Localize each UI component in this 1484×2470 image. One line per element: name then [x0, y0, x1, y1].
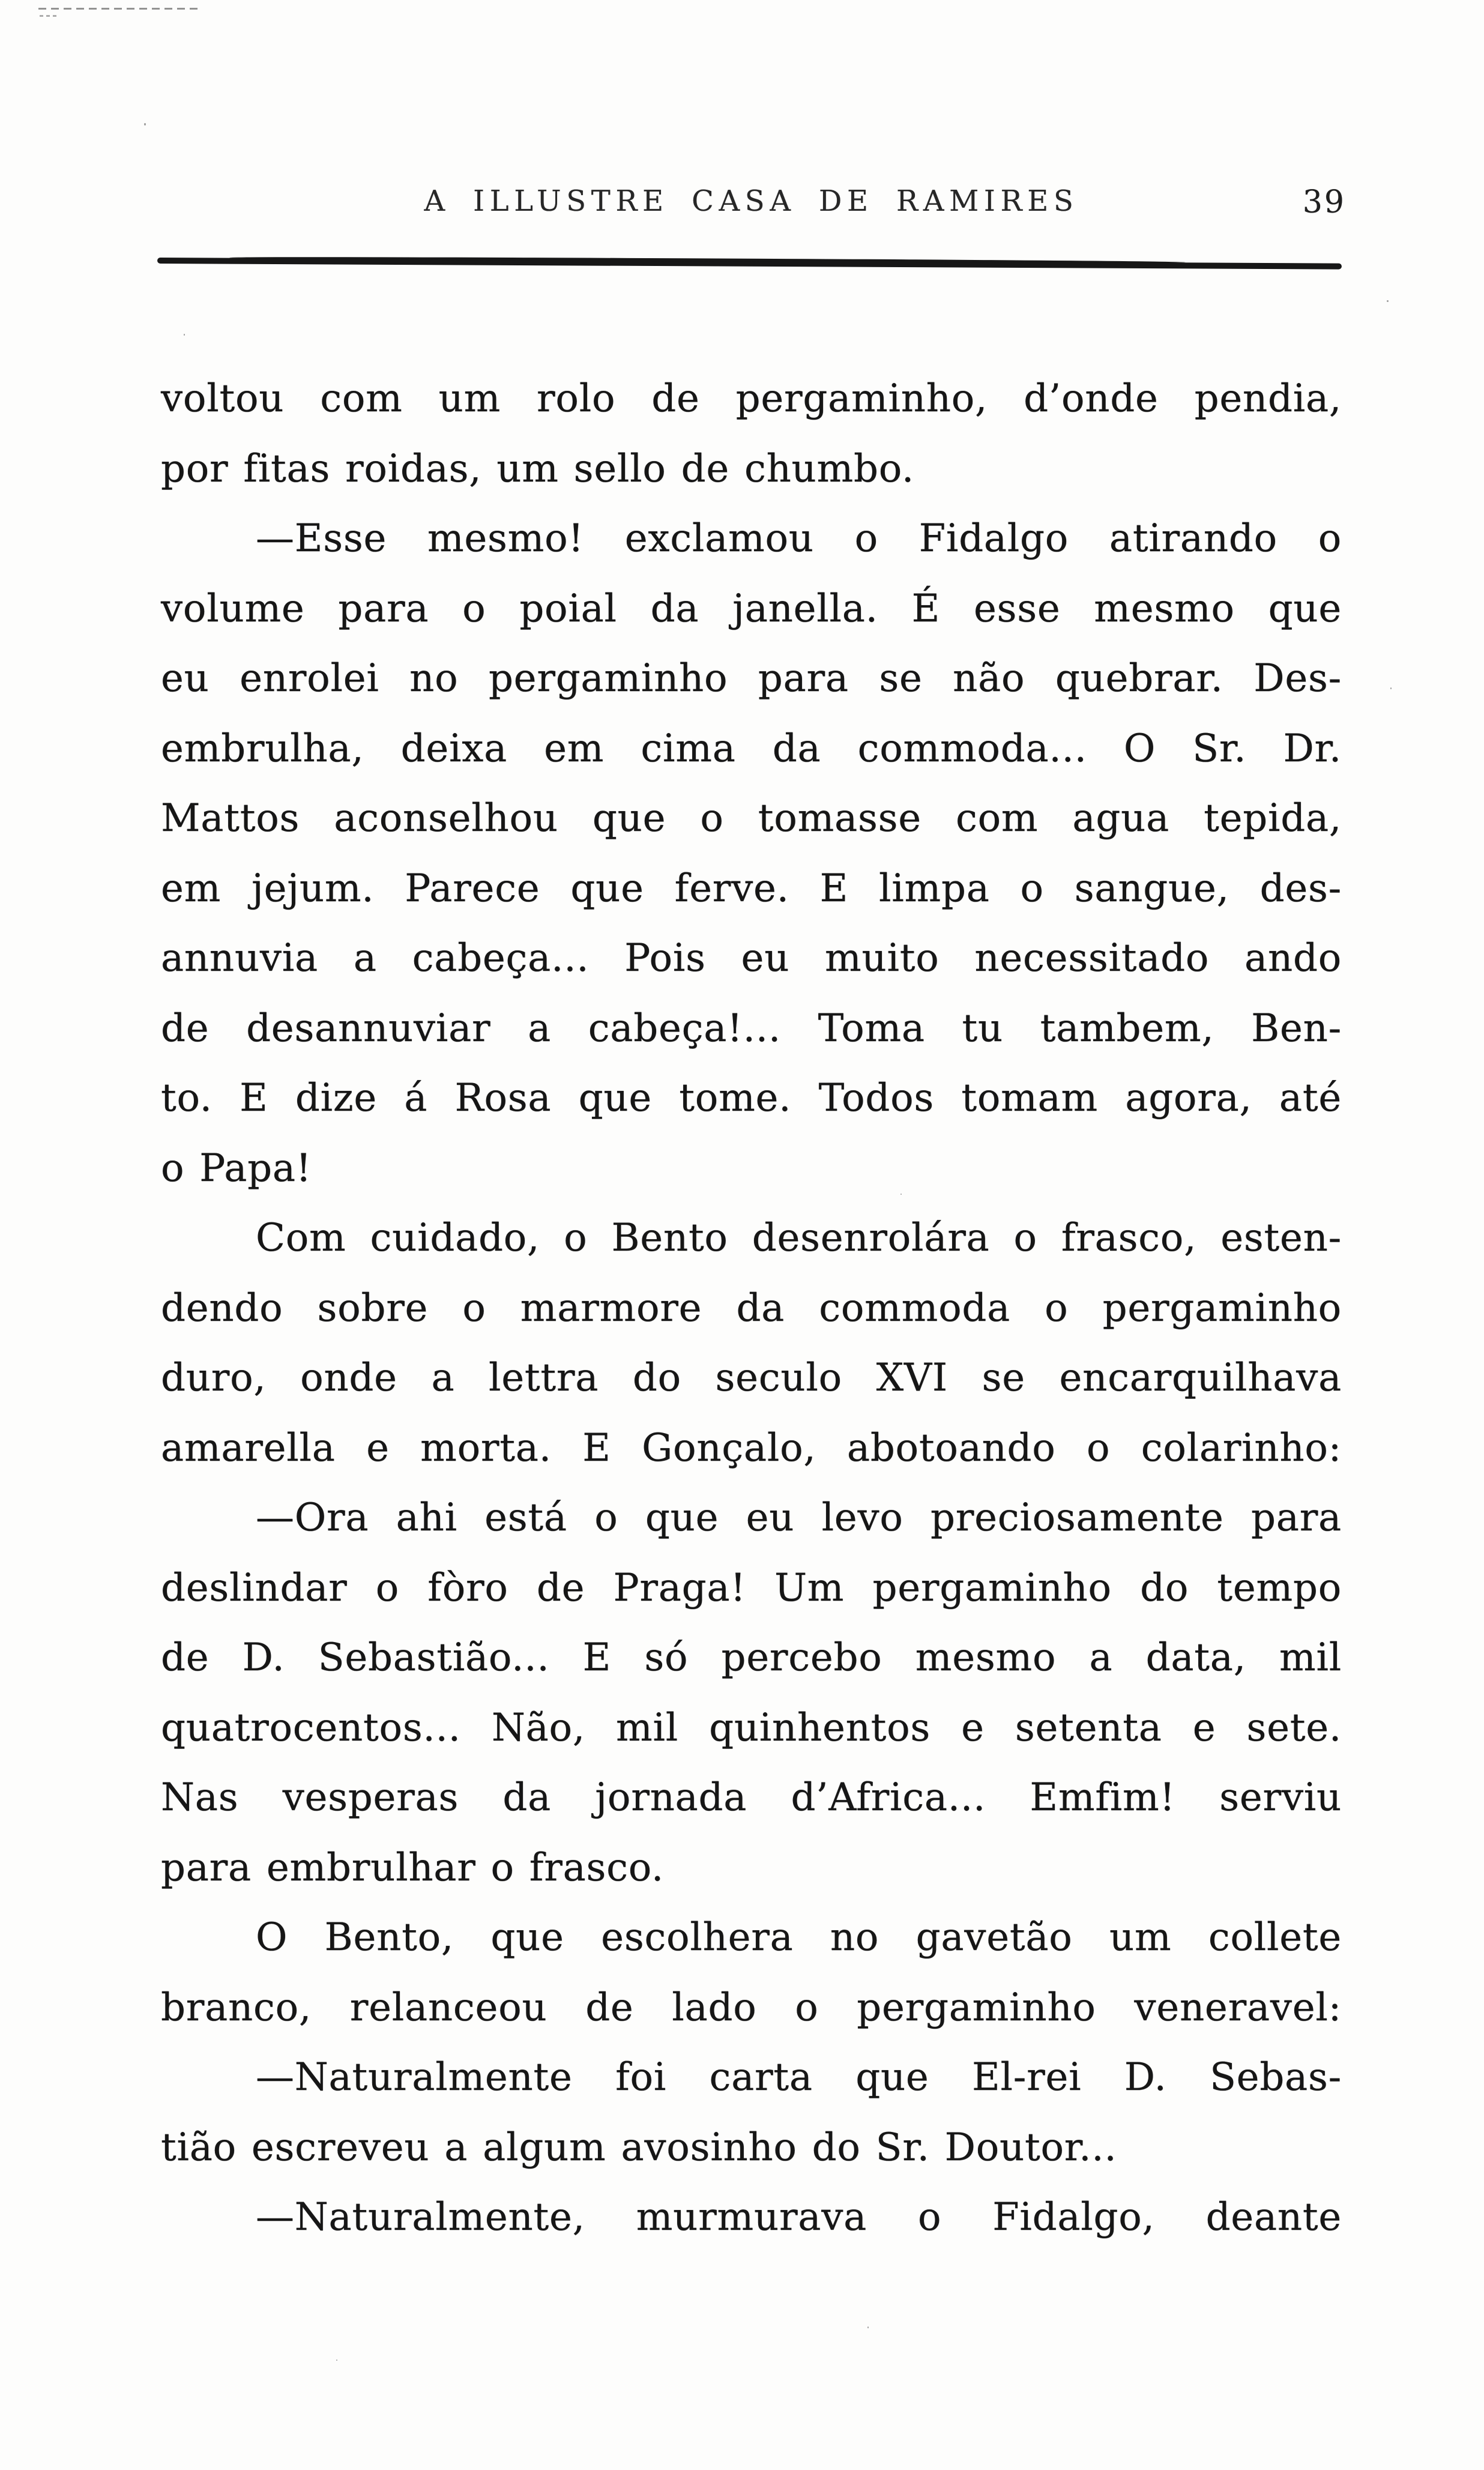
scan-speck [1390, 687, 1392, 689]
scan-speck [336, 2360, 337, 2361]
scan-speck [900, 1194, 902, 1195]
scan-speck [867, 2327, 869, 2328]
text-line: —Naturalmente, murmurava o Fidalgo, deante [256, 2195, 1342, 2239]
text-line: eu enrolei no pergaminho para se não quebrar. Des- [161, 656, 1342, 701]
text-line: quatrocentos... Não, mil quinhentos e setenta e sete. [161, 1705, 1342, 1750]
text-line: voltou com um rolo de pergaminho, d’onde pendia, [161, 376, 1342, 421]
scan-speck [184, 334, 185, 336]
text-line: por fitas roidas, um sello de chumbo. [161, 446, 915, 491]
scan-speck [144, 123, 146, 125]
text-line: de desannuviar a cabeça!... Toma tu tambem, Ben- [161, 1006, 1342, 1051]
text-line: deslindar o fòro de Praga! Um pergaminho do tempo [161, 1565, 1342, 1610]
text-line: duro, onde a lettra do seculo XVI se encarquilhava [161, 1356, 1342, 1400]
text-line: tião escreveu a algum avosinho do Sr. Doutor... [161, 2125, 1117, 2170]
text-line: para embrulhar o frasco. [161, 1845, 665, 1890]
running-head-title: A ILLUSTRE CASA DE RAMIRES [424, 184, 1079, 218]
header-rule [157, 258, 1342, 270]
text-line: amarella e morta. E Gonçalo, abotoando o colarinho: [161, 1425, 1342, 1470]
text-line: O Bento, que escolhera no gavetão um collete [256, 1915, 1342, 1960]
scan-artifact-dashes-small [40, 15, 58, 17]
scan-speck [1387, 300, 1389, 302]
text-line: o Papa! [161, 1146, 312, 1191]
text-line: —Ora ahi está o que eu levo preciosamente para [256, 1496, 1342, 1540]
text-line: embrulha, deixa em cima da commoda... O Sr. Dr. [161, 726, 1342, 771]
text-block [161, 364, 1342, 2253]
text-line: —Esse mesmo! exclamou o Fidalgo atirando o [256, 516, 1342, 561]
text-line: dendo sobre o marmore da commoda o pergaminho [161, 1285, 1342, 1330]
text-line: Mattos aconselhou que o tomasse com agua tepida, [161, 796, 1342, 841]
text-line: annuvia a cabeça... Pois eu muito necessitado ando [161, 936, 1342, 980]
text-line: —Naturalmente foi carta que El-rei D. Sebas- [256, 2055, 1342, 2100]
text-line: em jejum. Parece que ferve. E limpa o sangue, des- [161, 866, 1342, 911]
text-line: Nas vesperas da jornada d’Africa... Emfim! serviu [161, 1775, 1342, 1820]
scan-artifact-dashes [38, 8, 202, 10]
text-line: to. E dize á Rosa que tome. Todos tomam agora, até [161, 1076, 1342, 1120]
text-line: branco, relanceou de lado o pergaminho veneravel: [161, 1985, 1342, 2030]
text-line: Com cuidado, o Bento desenrolára o frasco, esten- [256, 1216, 1342, 1260]
page-number: 39 [1302, 184, 1346, 220]
text-line: de D. Sebastião... E só percebo mesmo a data, mil [161, 1635, 1342, 1680]
text-line: volume para o poial da janella. É esse mesmo que [161, 586, 1342, 631]
